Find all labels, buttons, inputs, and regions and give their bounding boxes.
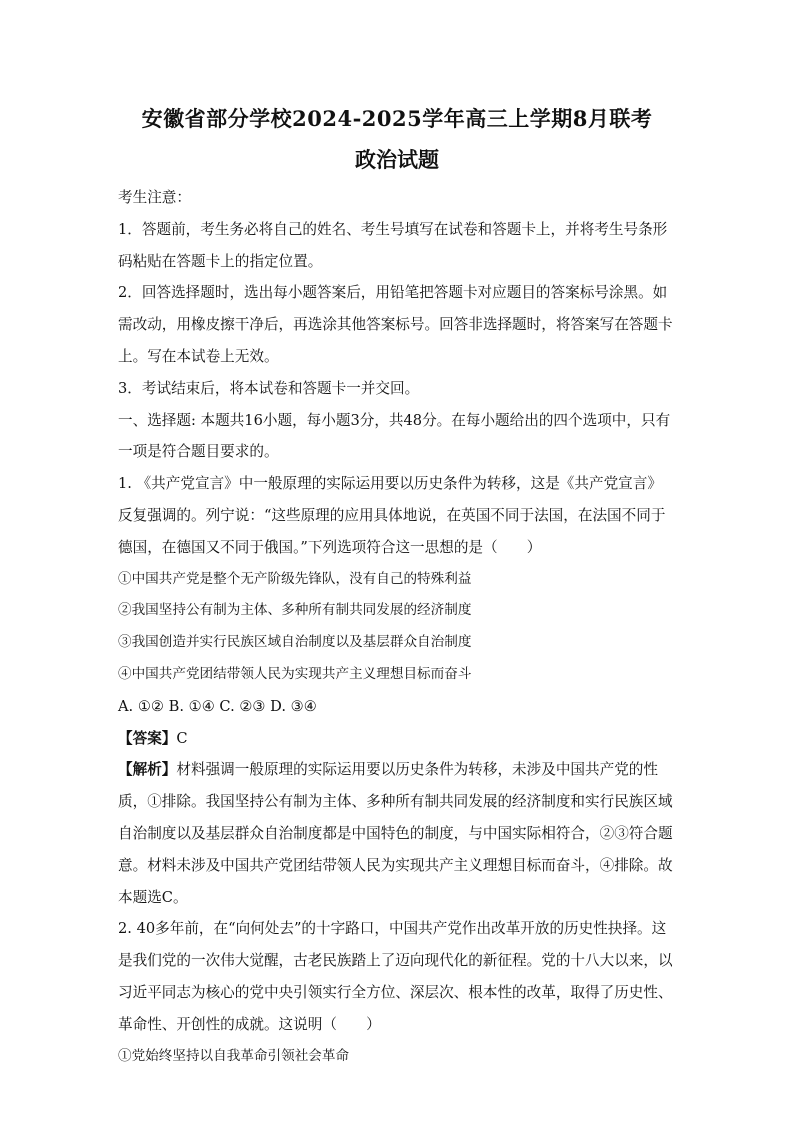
- answer-value: C: [176, 729, 188, 747]
- question-2-stem: 2. 40多年前，在“向何处去”的十字路口，中国共产党作出改革开放的历史性抉择。这是我们党的一次伟大觉醒，古老民族踏上了迈向现代化的新征程。党的十八大以来，以习近平同志为核心的党中央引领实行全方位、深层次、根本性的改革，取得了历史性、革命性、开创性的成就。这说明（ ）: [118, 920, 673, 1033]
- notice-item-3: 3．考试结束后，将本试卷和答题卡一并交回。: [118, 379, 420, 397]
- exam-content: [118, 182, 676, 1072]
- question-1-choices: A. ①② B. ①④ C. ②③ D. ③④: [118, 697, 317, 715]
- answer-label: 【答案】: [118, 729, 177, 747]
- notice-item-1: 1．答题前，考生务必将自己的姓名、考生号填写在试卷和答题卡上，并将考生号条形码粘贴在答题卡上的指定位置。: [118, 220, 668, 270]
- question-1-stem: 1. 《共产党宣言》中一般原理的实际运用要以历史条件为转移，这是《共产党宣言》反复强调的。列宁说：“这些原理的应用具体地说，在英国不同于法国，在法国不同于德国，在德国又不同于俄国。”下列选项符合这一思想的是（ ）: [118, 475, 666, 556]
- question-1-option-4: ④中国共产党团结带领人民为实现共产主义理想目标而奋斗: [118, 665, 472, 682]
- analysis-label: 【解析】: [118, 761, 177, 779]
- exam-subject: 政治试题: [355, 147, 439, 172]
- question-1-analysis: [118, 754, 676, 913]
- question-1-option-3: ③我国创造并实行民族区域自治制度以及基层群众自治制度: [118, 634, 472, 651]
- analysis-text: 材料强调一般原理的实际运用要以历史条件为转移，未涉及中国共产党的性质，①排除。我国坚持公有制为主体、多种所有制共同发展的经济制度和实行民族区域自治制度以及基层群众自治制度都是中国特色的制度，与中国实际相符合，②③符合题意。材料未涉及中国共产党团结带领人民为实现共产主义理想目标而奋斗，④排除。故本题选C。: [118, 761, 673, 906]
- question-1-answer: [118, 723, 676, 755]
- section-intro: 一、选择题: 本题共16小题，每小题3分，共48分。在每小题给出的四个选项中，只有一项是符合题目要求的。: [118, 411, 671, 461]
- question-1-option-1: ①中国共产党是整个无产阶级先锋队，没有自己的特殊利益: [118, 570, 472, 587]
- question-2-option-1: ①党始终坚持以自我革命引领社会革命: [118, 1047, 350, 1064]
- notice-item-2: 2．回答选择题时，选出每小题答案后，用铅笔把答题卡对应题目的答案标号涂黑。如需改动，用橡皮擦干净后，再选涂其他答案标号。回答非选择题时，将答案写在答题卡上。写在本试卷上无效。: [118, 284, 673, 365]
- notice-heading: 考生注意：: [118, 189, 191, 206]
- exam-title: 安徽省部分学校2024-2025学年高三上学期8月联考: [141, 106, 653, 131]
- question-1-option-2: ②我国坚持公有制为主体、多种所有制共同发展的经济制度: [118, 602, 472, 619]
